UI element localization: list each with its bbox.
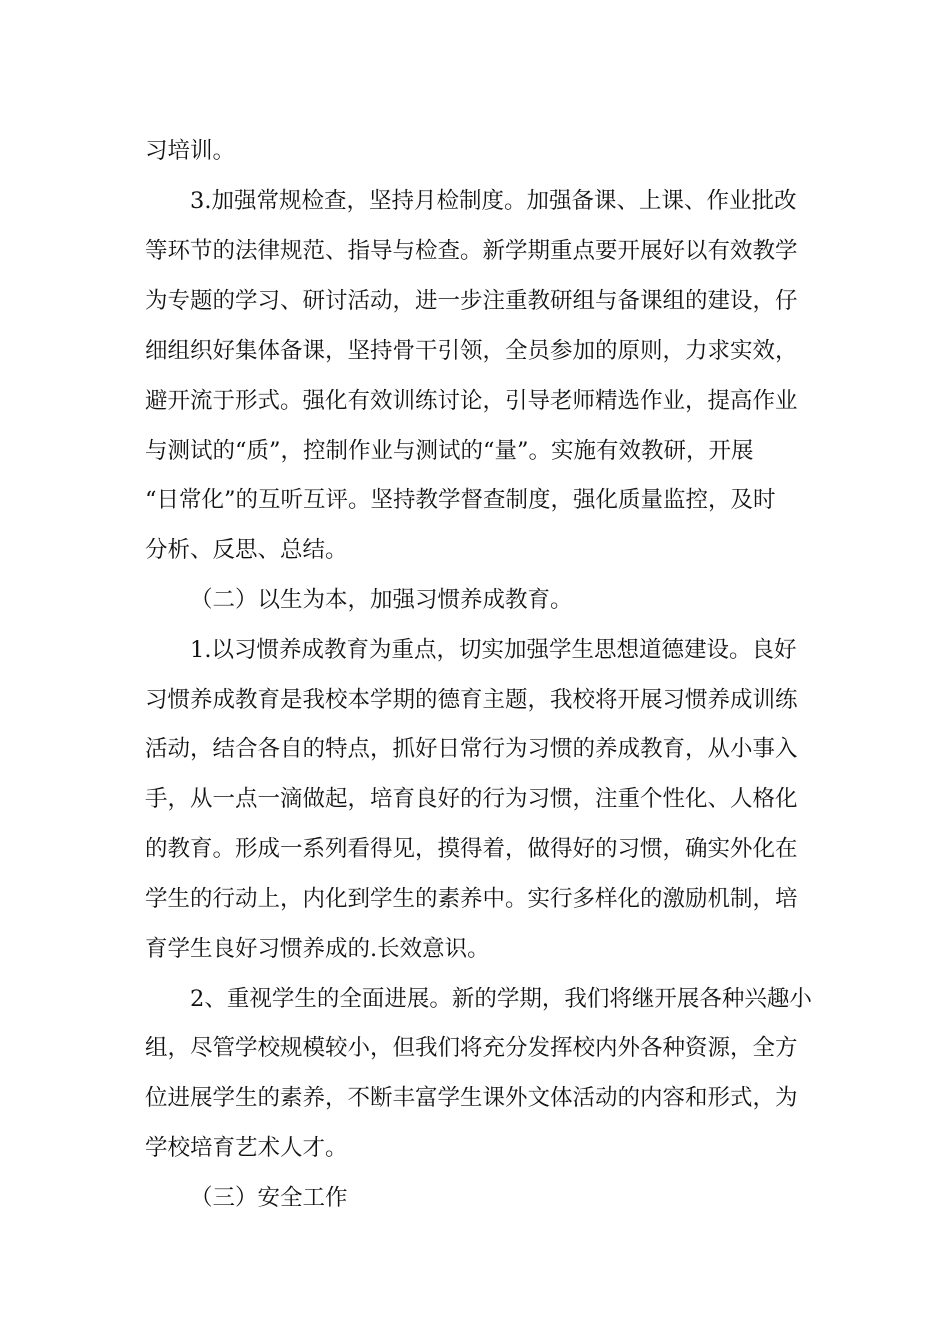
- text-line: 习培训。: [145, 138, 236, 164]
- text-line: 组，尽管学校规模较小，但我们将充分发挥校内外各种资源，全方: [145, 1035, 798, 1061]
- text-line: 学生的行动上，内化到学生的素养中。实行多样化的激励机制，培: [145, 886, 798, 912]
- text-line: 的教育。形成一系列看得见，摸得着，做得好的习惯，确实外化在: [145, 836, 798, 862]
- text-line: 活动，结合各自的特点，抓好日常行为习惯的养成教育，从小事入: [145, 736, 798, 762]
- text-line: 3.加强常规检查，坚持月检制度。加强备课、上课、作业批改: [190, 188, 797, 214]
- text-line: 育学生良好习惯养成的.长效意识。: [145, 936, 490, 962]
- text-line: 学校培育艺术人才。: [145, 1135, 348, 1161]
- text-line: 避开流于形式。强化有效训练讨论，引导老师精选作业，提高作业: [145, 388, 798, 414]
- section-heading: （二）以生为本，加强习惯养成教育。: [190, 587, 573, 613]
- section-heading: （三）安全工作: [190, 1185, 348, 1211]
- text-line: 手，从一点一滴做起，培育良好的行为习惯，注重个性化、人格化: [145, 786, 798, 812]
- text-line: 分析、反思、总结。: [145, 537, 348, 563]
- text-line: 为专题的学习、研讨活动，进一步注重教研组与备课组的建设，仔: [145, 288, 798, 314]
- text-line: 细组织好集体备课，坚持骨干引领，全员参加的原则，力求实效，: [145, 338, 798, 364]
- text-line: 等环节的法律规范、指导与检查。新学期重点要开展好以有效教学: [145, 238, 798, 264]
- text-line: 位进展学生的素养，不断丰富学生课外文体活动的内容和形式，为: [145, 1085, 798, 1111]
- text-line: 1.以习惯养成教育为重点，切实加强学生思想道德建设。良好: [190, 637, 797, 663]
- text-line: 2、重视学生的全面进展。新的学期，我们将继开展各种兴趣小: [190, 986, 812, 1012]
- text-line: “日常化”的互听互评。坚持教学督查制度，强化质量监控，及时: [145, 487, 776, 513]
- text-line: 习惯养成教育是我校本学期的德育主题，我校将开展习惯养成训练: [145, 687, 798, 713]
- text-line: 与测试的“质”，控制作业与测试的“量”。实施有效教研，开展: [145, 438, 754, 464]
